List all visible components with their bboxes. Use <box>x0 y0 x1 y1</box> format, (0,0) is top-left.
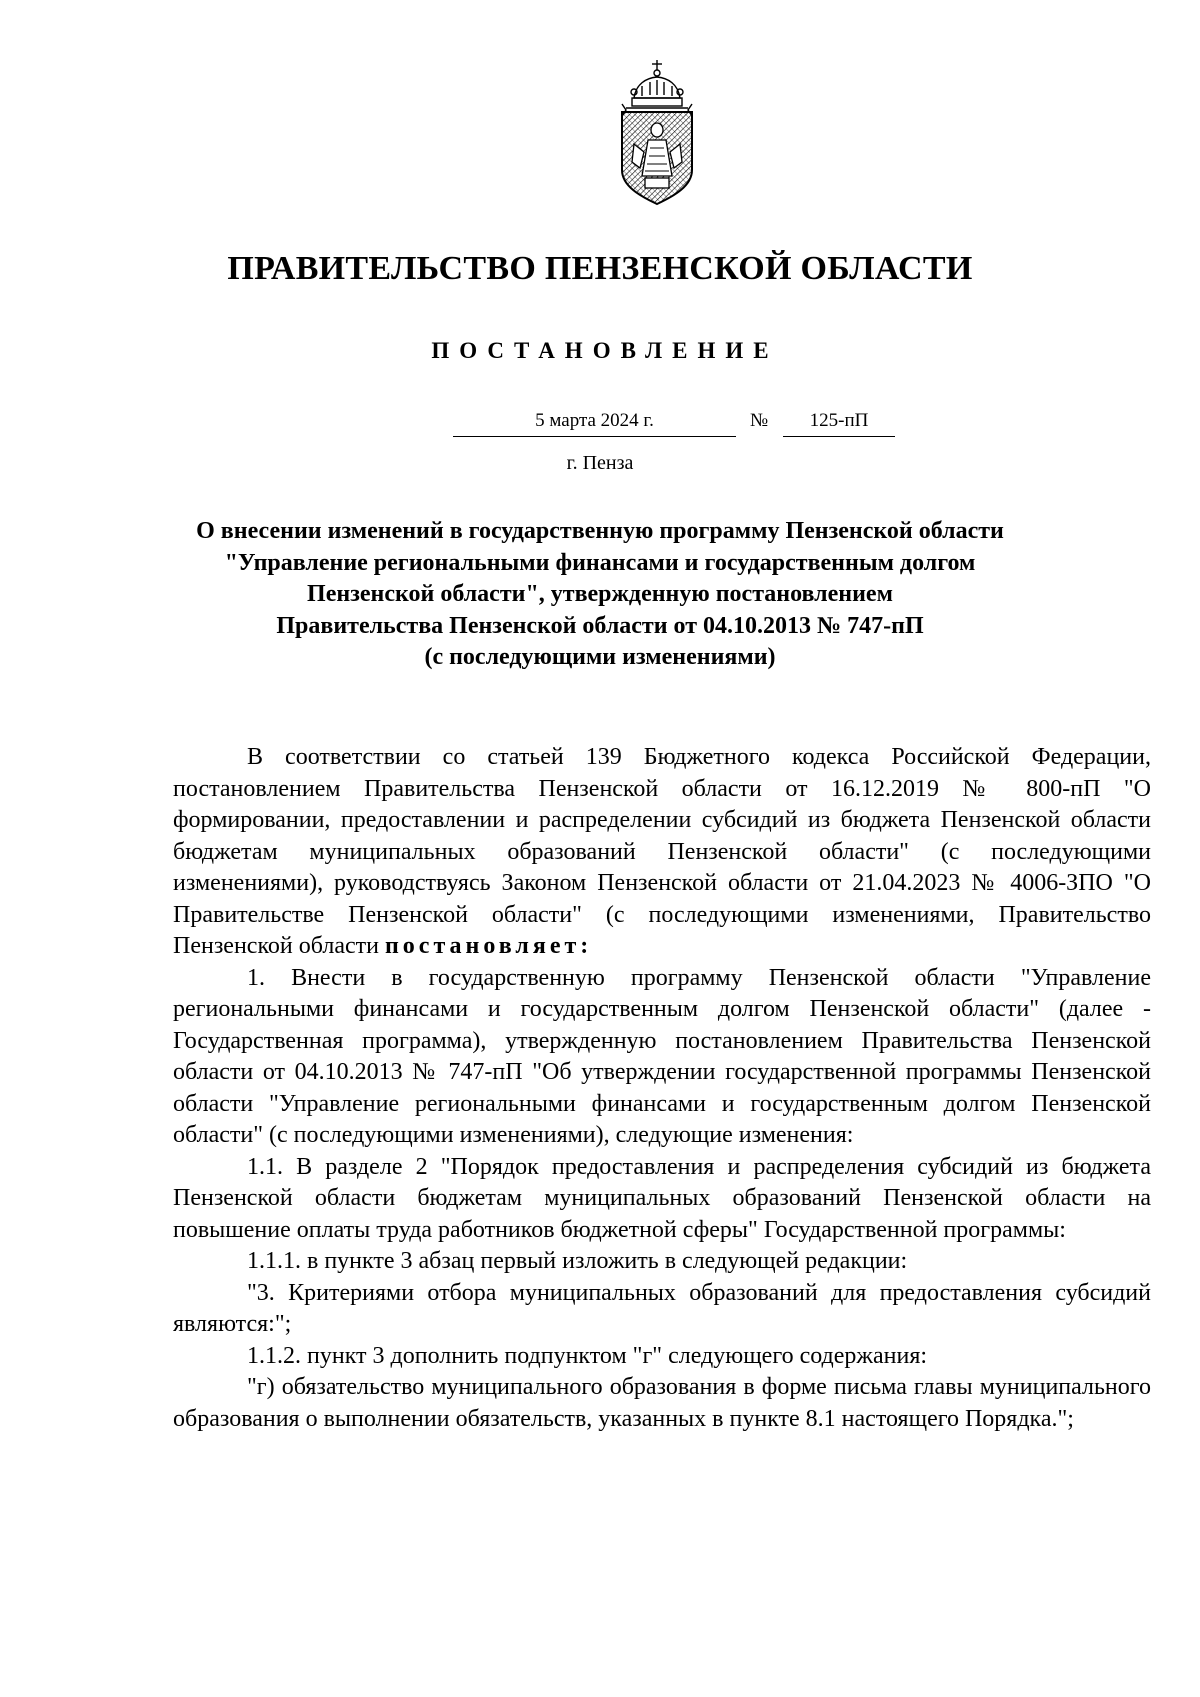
title-line: Правительства Пензенской области от 04.10.2013 № 747-пП <box>276 612 924 639</box>
body-paragraph: 1.1.2. пункт 3 дополнить подпунктом "г" следующего содержания: <box>247 1342 928 1369</box>
decree-type-heading: ПОСТАНОВЛЕНИЕ <box>431 338 779 363</box>
decree-title <box>150 516 1050 674</box>
preamble-paragraph <box>173 742 1151 963</box>
body-paragraph: 1.1. В разделе 2 "Порядок предоставления и распределения субсидий из бюджета Пензенской области бюджетам муниципальных образований Пензенской области на повышение оплаты труда работников бюджетной сферы" Государственной программы: <box>173 1153 1151 1243</box>
title-line: "Управление региональными финансами и государственным долгом <box>224 549 976 576</box>
title-line: О внесении изменений в государственную программу Пензенской области <box>196 518 1004 544</box>
title-line: Пензенской области", утвержденную постановлением <box>307 581 893 607</box>
body-paragraph: "г) обязательство муниципального образования в форме письма главы муниципального образования о выполнении обязательств, указанных в пункте 8.1 настоящего Порядка."; <box>173 1374 1151 1432</box>
decree-number: 125-пП <box>783 410 895 437</box>
body-paragraph: 1.1.1. в пункте 3 абзац первый изложить в следующей редакции: <box>247 1248 908 1274</box>
number-sign: № <box>750 410 769 431</box>
title-line: (с последующими изменениями) <box>424 644 776 670</box>
government-heading: ПРАВИТЕЛЬСТВО ПЕНЗЕНСКОЙ ОБЛАСТИ <box>227 250 973 287</box>
body-paragraph: "3. Критериями отбора муниципальных образований для предоставления субсидий являются:"; <box>173 1279 1151 1337</box>
resolves-keyword: постановляет: <box>384 933 593 959</box>
preamble-text: В соответствии со статьей 139 Бюджетного кодекса Российской Федерации, постановлением Правительства Пензенской области от 16.12.2019 № 800-пП "О формировании, предоставлении и распределении субсидий из бюджета Пензенской области бюджетам муниципальных образований Пензенской области" (с последующими изменениями), руководствуясь Законом Пензенской области от 21.04.2023 № 4006-ЗПО "О Правительстве Пензенской области" (с последующими изменениями, Правительство Пензенской области <box>173 744 1151 959</box>
date-number-row <box>0 410 1200 440</box>
body-paragraph: 1. Внести в государственную программу Пензенской области "Управление региональными финансами и государственным долгом Пензенской области" (далее - Государственная программа), утвержденную постановлением Правительства Пензенской области от 04.10.2013 № 747-пП "Об утверждении государственной программы Пензенской области "Управление региональными финансами и государственным долгом Пензенской области" (с последующими изменениями), следующие изменения: <box>173 964 1151 1148</box>
decree-date: 5 марта 2024 г. <box>453 410 736 437</box>
issuing-city: г. Пенза <box>566 452 634 474</box>
decree-body <box>173 742 1151 1435</box>
coat-of-arms-emblem <box>612 58 702 208</box>
